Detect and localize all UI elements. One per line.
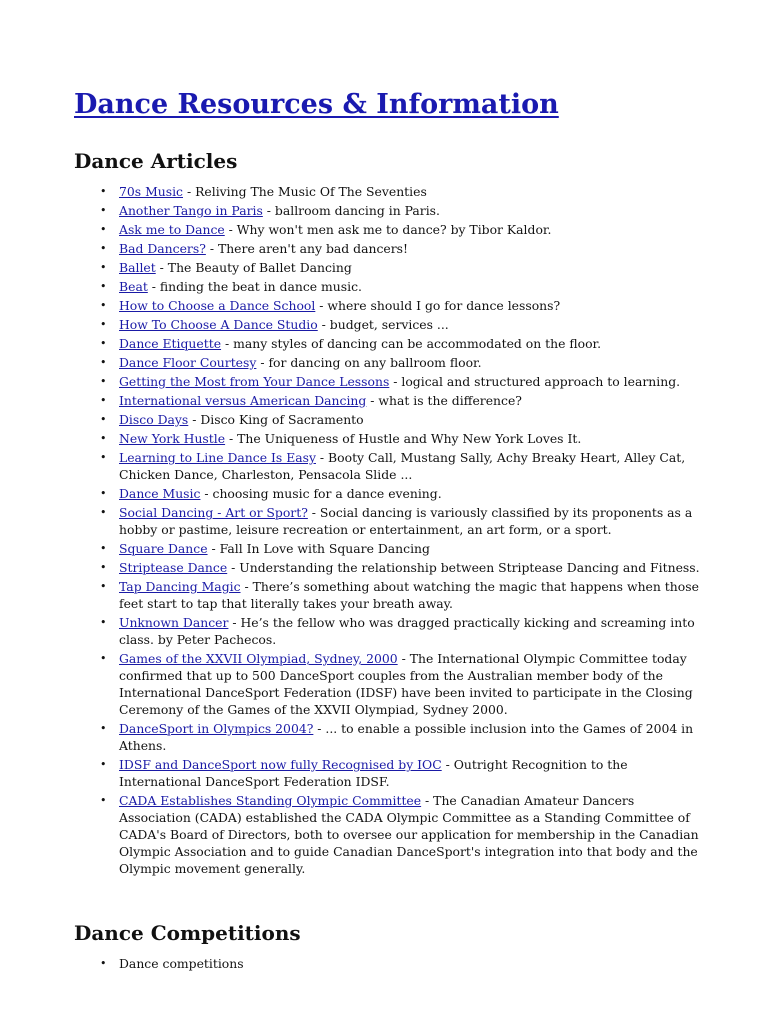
article-list-item: [100, 297, 705, 314]
articles-heading: Dance Articles: [74, 149, 238, 173]
bullet-icon: •: [100, 242, 107, 255]
article-list-item: [100, 354, 705, 371]
article-link[interactable]: Learning to Line Dance Is Easy: [119, 450, 316, 465]
article-description: - Outright Recognition to the International DanceSport Federation IDSF.: [119, 757, 628, 789]
bullet-icon: •: [100, 957, 107, 970]
competition-text: Dance competitions: [119, 956, 244, 971]
article-list-item: [100, 559, 705, 576]
bullet-icon: •: [100, 318, 107, 331]
article-list-item: [100, 202, 705, 219]
article-list-item: [100, 792, 705, 877]
bullet-icon: •: [100, 223, 107, 236]
bullet-icon: •: [100, 561, 107, 574]
article-description: - There’s something about watching the magic that happens when those feet start to tap that literally takes your breath away.: [119, 579, 699, 611]
article-list-item: [100, 614, 705, 648]
bullet-icon: •: [100, 451, 107, 464]
article-link[interactable]: Another Tango in Paris: [119, 203, 263, 218]
article-list-item: [100, 540, 705, 557]
bullet-icon: •: [100, 185, 107, 198]
article-link[interactable]: Disco Days: [119, 412, 189, 427]
article-link[interactable]: Social Dancing - Art or Sport?: [119, 505, 308, 520]
article-list-item: [100, 578, 705, 612]
article-description: - The Canadian Amateur Dancers Association (CADA) established the CADA Olympic Committee as a Standing Committee of CADA's Board of Directors, both to oversee our application for membership in the Canadian Olympic Association and to guide Canadian DanceSport's integration into that body and the Olympic movement generally.: [119, 793, 699, 876]
bullet-icon: •: [100, 487, 107, 500]
article-list-item: [100, 756, 705, 790]
article-description: - budget, services ...: [317, 317, 449, 332]
article-link[interactable]: DanceSport in Olympics 2004?: [119, 721, 314, 736]
article-link[interactable]: IDSF and DanceSport now fully Recognised by IOC: [119, 757, 442, 772]
bullet-icon: •: [100, 280, 107, 293]
bullet-icon: •: [100, 506, 107, 519]
article-list-item: [100, 240, 705, 257]
article-description: - There aren't any bad dancers!: [205, 241, 408, 256]
article-link[interactable]: Bad Dancers?: [119, 241, 206, 256]
bullet-icon: •: [100, 432, 107, 445]
article-description: - Reliving The Music Of The Seventies: [183, 184, 427, 199]
article-link[interactable]: Dance Floor Courtesy: [119, 355, 257, 370]
article-description: - what is the difference?: [366, 393, 522, 408]
article-link[interactable]: Square Dance: [119, 541, 208, 556]
article-link[interactable]: Getting the Most from Your Dance Lessons: [119, 374, 390, 389]
bullet-icon: •: [100, 758, 107, 771]
bullet-icon: •: [100, 794, 107, 807]
article-description: - finding the beat in dance music.: [147, 279, 362, 294]
article-list-item: [100, 650, 705, 718]
article-description: - Why won't men ask me to dance? by Tibor Kaldor.: [224, 222, 552, 237]
article-description: - logical and structured approach to learning.: [389, 374, 681, 389]
article-list-item: [100, 411, 705, 428]
article-link[interactable]: 70s Music: [119, 184, 183, 199]
article-description: - The International Olympic Committee today confirmed that up to 500 DanceSport couples from the Australian member body of the International DanceSport Federation (IDSF) have been invited to participate in the Closing Ceremony of the Games of the XXVII Olympiad, Sydney 2000.: [119, 651, 693, 717]
article-link[interactable]: Unknown Dancer: [119, 615, 229, 630]
page-title-link[interactable]: Dance Resources & Information: [74, 89, 559, 120]
competition-list-item: [100, 955, 705, 972]
article-description: - Booty Call, Mustang Sally, Achy Breaky Heart, Alley Cat, Chicken Dance, Charleston, Pensacola Slide ...: [119, 450, 686, 482]
article-link[interactable]: How To Choose A Dance Studio: [119, 317, 318, 332]
article-link[interactable]: How to Choose a Dance School: [119, 298, 316, 313]
article-list-item: [100, 183, 705, 200]
article-link[interactable]: Tap Dancing Magic: [119, 579, 241, 594]
article-link[interactable]: Dance Music: [119, 486, 201, 501]
bullet-icon: •: [100, 542, 107, 555]
bullet-icon: •: [100, 299, 107, 312]
bullet-icon: •: [100, 722, 107, 735]
article-link[interactable]: Ballet: [119, 260, 156, 275]
article-description: - choosing music for a dance evening.: [200, 486, 442, 501]
article-link[interactable]: New York Hustle: [119, 431, 226, 446]
bullet-icon: •: [100, 413, 107, 426]
competitions-list: [100, 955, 705, 974]
competitions-heading: Dance Competitions: [74, 921, 301, 945]
article-link[interactable]: Beat: [119, 279, 148, 294]
article-description: - He’s the fellow who was dragged practically kicking and screaming into class. by Peter Pachecos.: [119, 615, 695, 647]
article-list-item: [100, 259, 705, 276]
article-list-item: [100, 221, 705, 238]
bullet-icon: •: [100, 261, 107, 274]
article-description: - ... to enable a possible inclusion into the Games of 2004 in Athens.: [119, 721, 694, 753]
bullet-icon: •: [100, 375, 107, 388]
article-list-item: [100, 430, 705, 447]
article-description: - many styles of dancing can be accommodated on the floor.: [221, 336, 602, 351]
article-description: - ballroom dancing in Paris.: [262, 203, 440, 218]
article-description: - for dancing on any ballroom floor.: [256, 355, 482, 370]
article-list-item: [100, 278, 705, 295]
article-list-item: [100, 335, 705, 352]
article-list-item: [100, 392, 705, 409]
article-list-item: [100, 504, 705, 538]
bullet-icon: •: [100, 652, 107, 665]
page-title: [74, 88, 559, 122]
articles-list: [100, 183, 705, 879]
article-list-item: [100, 373, 705, 390]
article-description: - Fall In Love with Square Dancing: [207, 541, 430, 556]
article-list-item: [100, 485, 705, 502]
bullet-icon: •: [100, 394, 107, 407]
bullet-icon: •: [100, 580, 107, 593]
article-link[interactable]: Striptease Dance: [119, 560, 228, 575]
article-description: - Understanding the relationship between Striptease Dancing and Fitness.: [227, 560, 700, 575]
article-link[interactable]: Games of the XXVII Olympiad, Sydney, 2000: [119, 651, 398, 666]
article-link[interactable]: Ask me to Dance: [119, 222, 225, 237]
article-description: - Disco King of Sacramento: [188, 412, 364, 427]
article-list-item: [100, 720, 705, 754]
article-list-item: [100, 449, 705, 483]
article-description: - The Uniqueness of Hustle and Why New York Loves It.: [225, 431, 582, 446]
article-link[interactable]: International versus American Dancing: [119, 393, 367, 408]
bullet-icon: •: [100, 356, 107, 369]
article-link[interactable]: Dance Etiquette: [119, 336, 222, 351]
article-description: - where should I go for dance lessons?: [315, 298, 561, 313]
article-description: - The Beauty of Ballet Dancing: [155, 260, 352, 275]
article-description: - Social dancing is variously classified by its proponents as a hobby or pastime, leisure recreation or entertainment, an art form, or a sport.: [119, 505, 693, 537]
article-link[interactable]: CADA Establishes Standing Olympic Committee: [119, 793, 422, 808]
bullet-icon: •: [100, 204, 107, 217]
bullet-icon: •: [100, 616, 107, 629]
article-list-item: [100, 316, 705, 333]
bullet-icon: •: [100, 337, 107, 350]
